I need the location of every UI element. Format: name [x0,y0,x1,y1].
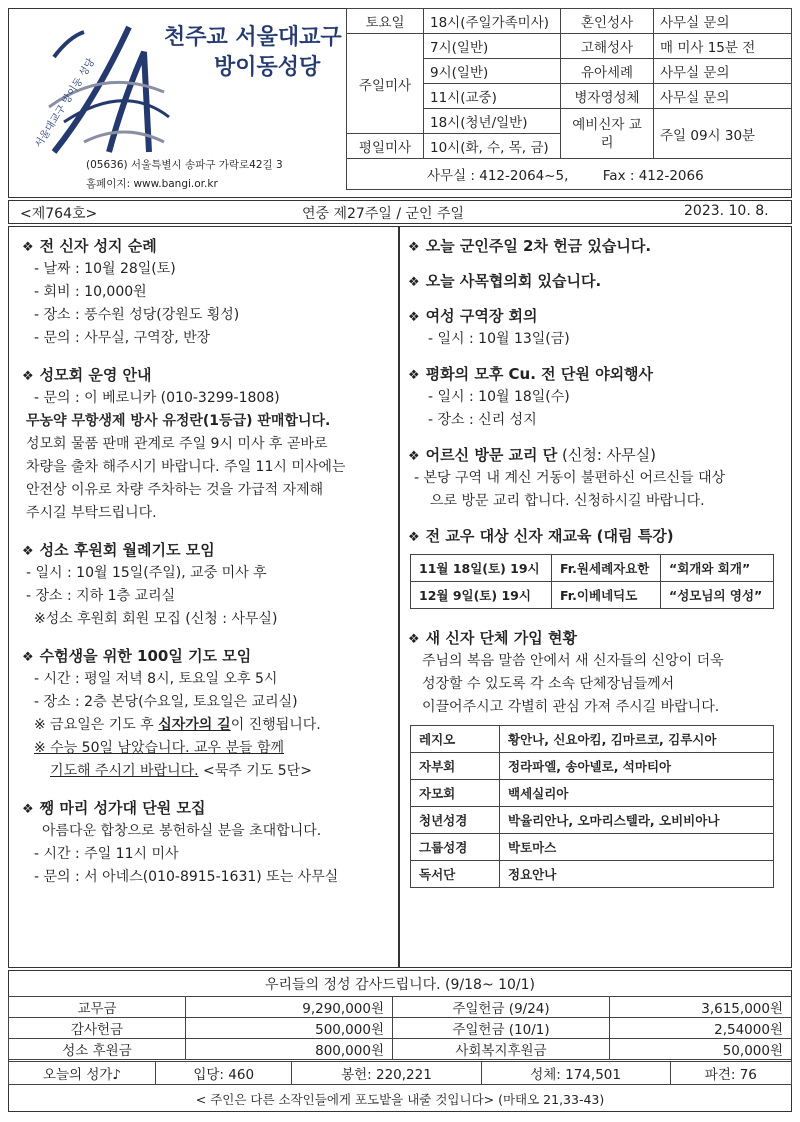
schedule-mass: 9시(일반) [424,59,561,84]
schedule-table [346,8,792,190]
group-name: 자부회 [411,753,500,780]
hymn-label: 오늘의 성가♪ [9,1062,156,1085]
lecture-lecturer: Fr.원세례자요한 [552,555,661,582]
diamond-bullet-icon: ❖ [22,240,34,255]
list-item: - 장소 : 2층 본당(수요일, 토요일은 교리실) [34,694,298,710]
schedule-service: 혼인성사 [561,9,654,34]
groups-table [410,725,774,888]
issue-number: <제764호> [20,206,98,222]
diamond-bullet-icon: ❖ [22,369,34,384]
section-elder-visit: ❖ 어르신 방문 교리 단 (신청: 사무실) [408,446,656,464]
schedule-label: 토요일 [347,9,424,34]
lecture-date: 12월 9일(토) 19시 [411,582,552,609]
finance-value: 50,000원 [610,1039,792,1060]
table-row [411,834,774,861]
diamond-bullet-icon: ❖ [408,275,420,290]
schedule-service: 고해성사 [561,34,654,59]
finance-label: 성소 후원금 [9,1039,186,1060]
hymn-communion: 성체: 174,501 [481,1062,670,1085]
note-line: ※ 금요일은 기도 후 십자가의 길이 진행됩니다. [34,717,321,733]
issue-week: 연중 제27주일 / 군인 주일 [302,206,465,222]
body-line: 성장할 수 있도록 각 소속 단체장님들께서 [422,676,675,692]
schedule-mass: 18시(청년/일반) [424,109,561,134]
issue-date: 2023. 10. 8. [684,203,769,219]
group-name: 청년성경 [411,807,500,834]
finance-label: 교무금 [9,997,186,1018]
hymn-offertory: 봉헌: 220,221 [292,1062,481,1085]
schedule-mass: 18시(주일가족미사) [424,9,561,34]
schedule-mass: 11시(교중) [424,84,561,109]
group-members: 박토마스 [500,834,774,861]
schedule-row [347,159,792,190]
stations-of-cross: 십자가의 길 [158,717,231,733]
column-divider [398,226,400,968]
office-phone: 사무실 : 412-2064~5, Fax : 412-2066 [347,159,792,190]
section-pastoral-council: ❖ 오늘 사목협의회 있습니다. [408,272,602,290]
table-row [411,861,774,888]
lecture-lecturer: Fr.이베네딕도 [552,582,661,609]
diamond-bullet-icon: ❖ [408,368,420,383]
finance-label: 주일헌금 (10/1) [393,1018,610,1039]
note-line: ※ 수능 50일 남았습니다. 교우 분들 함께 [34,740,285,756]
group-members: 박율리안나, 오마리스텔라, 오비비아나 [500,807,774,834]
body-line: 아름다운 합창으로 봉헌하실 분을 초대합니다. [42,823,322,839]
group-name: 독서단 [411,861,500,888]
list-item: - 문의 : 서 아네스(010-8915-1631) 또는 사무실 [34,869,339,885]
list-item: - 회비 : 10,000원 [34,284,147,300]
body-line: 으로 방문 교리 합니다. 신청하시길 바랍니다. [430,493,705,509]
diamond-bullet-icon: ❖ [22,650,34,665]
body-line: 성모회 물품 판매 관계로 주일 9시 미사 후 곧바로 [26,436,328,452]
section-legion-outing: ❖ 평화의 모후 Cu. 전 단원 야외행사 [408,365,654,383]
note-line: 기도해 주시기 바랍니다. <묵주 기도 5단> [50,763,312,779]
lecture-topic: “회개와 회개” [661,555,774,582]
hymn-entrance: 입당: 460 [156,1062,292,1085]
section-exam-prayer: ❖ 수험생을 위한 100일 기도 모임 [22,647,252,665]
schedule-label: 주일미사 [347,34,424,134]
list-item: - 장소 : 신리 성지 [428,412,537,428]
diamond-bullet-icon: ❖ [408,240,420,255]
schedule-info: 사무실 문의 [654,59,792,84]
schedule-service: 유아세례 [561,59,654,84]
list-item: - 시간 : 주일 11시 미사 [34,846,179,862]
schedule-label: 평일미사 [347,134,424,159]
diamond-bullet-icon: ❖ [22,544,34,559]
church-logo [14,12,344,162]
list-item: - 일시 : 10월 13일(금) [428,331,570,347]
schedule-info: 사무실 문의 [654,9,792,34]
diamond-bullet-icon: ❖ [408,632,420,647]
table-row [411,555,774,582]
diamond-bullet-icon: ❖ [22,802,34,817]
diamond-bullet-icon: ❖ [408,530,420,545]
lecture-topic: “성모님의 영성” [661,582,774,609]
diamond-bullet-icon: ❖ [408,449,420,464]
diamond-bullet-icon: ❖ [408,310,420,325]
egg-sale-notice: 무농약 무항생제 방사 유정란(1등급) 판매합니다. [26,413,331,429]
list-item: - 일시 : 10월 18일(수) [428,389,570,405]
table-row [411,726,774,753]
lecture-table [410,554,774,609]
schedule-mass: 10시(화, 수, 목, 금) [424,134,561,159]
hymn-table [8,1061,792,1085]
section-advent-lecture: ❖ 전 교우 대상 신자 재교육 (대림 특강) [408,527,674,545]
schedule-row [347,34,792,59]
finance-value: 3,615,000원 [610,997,792,1018]
section-pilgrimage: ❖ 전 신자 성지 순례 [22,237,157,255]
left-column [22,235,394,889]
body-line: 주님의 복음 말씀 안에서 새 신자들의 신앙이 더욱 [422,653,724,669]
logo-title-2: 방이동성당 [214,55,321,80]
contact-line: - 문의 : 이 베로니카 (010-3299-1808) [34,390,280,406]
table-row [411,780,774,807]
section-mothers-club: ❖ 성모회 운영 안내 [22,366,152,384]
right-column [408,235,786,888]
group-members: 백세실리아 [500,780,774,807]
address: (05636) 서울특별시 송파구 가락로42길 3 [86,159,283,171]
section-choir: ❖ 쨍 마리 성가대 단원 모집 [22,799,206,817]
gospel-quote: < 주인은 다른 소작인들에게 포도밭을 내줄 것입니다> (마태오 21,33-43) [195,1092,605,1107]
group-members: 정라파엘, 송아넬로, 석마티아 [500,753,774,780]
finance-title: 우리들의 정성 감사드립니다. (9/18~ 10/1) [264,977,536,993]
table-row [411,753,774,780]
finance-table [8,996,792,1060]
hymn-recessional: 파견: 76 [670,1062,791,1085]
section-women-leaders: ❖ 여성 구역장 회의 [408,307,538,325]
body-line: - 본당 구역 내 계신 거동이 불편하신 어르신들 대상 [414,470,726,486]
finance-label: 사회복지후원금 [393,1039,610,1060]
group-name: 레지오 [411,726,500,753]
body-line: 주시길 부탁드립니다. [26,505,157,521]
group-name: 자모회 [411,780,500,807]
schedule-info: 매 미사 15분 전 [654,34,792,59]
section-second-collection: ❖ 오늘 군인주일 2차 헌금 있습니다. [408,237,652,255]
schedule-info: 사무실 문의 [654,84,792,109]
table-row [9,1062,792,1085]
body-line: 안전상 이유로 차량 주차하는 것을 가급적 자제해 [26,482,324,498]
body-line: 차량을 출차 해주시기 바랍니다. 주일 11시 미사에는 [26,459,346,475]
lecture-date: 11월 18일(토) 19시 [411,555,552,582]
logo-title-1: 천주교 서울대교구 [164,25,342,50]
body-line: 이끌어주시고 각별히 관심 가져 주시길 바랍니다. [422,699,720,715]
schedule-service: 병자영성체 [561,84,654,109]
list-item: - 시간 : 평일 저녁 8시, 토요일 오후 5시 [34,671,278,687]
section-new-members: ❖ 새 신자 단체 가입 현황 [408,629,577,647]
section-vocation-prayer: ❖ 성소 후원회 월례기도 모임 [22,541,215,559]
homepage: 홈페이지: www.bangi.or.kr [86,178,218,190]
group-name: 그룹성경 [411,834,500,861]
schedule-row [347,9,792,34]
logo-arc-text: 서울대교구 방이동 성당 [33,56,98,150]
schedule-service: 예비신자 교리 [561,109,654,159]
finance-value: 800,000원 [186,1039,393,1060]
finance-value: 2,54000원 [610,1018,792,1039]
table-row [411,582,774,609]
group-members: 정요안나 [500,861,774,888]
finance-value: 9,290,000원 [186,997,393,1018]
table-row [9,997,792,1018]
list-item: - 문의 : 사무실, 구역장, 반장 [34,330,211,346]
table-row [9,1039,792,1060]
group-members: 황안나, 신요아킴, 김마르코, 김루시아 [500,726,774,753]
list-item: ※성소 후원회 회원 모집 (신청 : 사무실) [34,611,278,627]
schedule-mass: 7시(일반) [424,34,561,59]
finance-label: 감사헌금 [9,1018,186,1039]
finance-label: 주일헌금 (9/24) [393,997,610,1018]
list-item: - 날짜 : 10월 28일(토) [34,261,176,277]
list-item: - 장소 : 풍수원 성당(강원도 횡성) [34,307,240,323]
list-item: - 일시 : 10월 15일(주일), 교중 미사 후 [26,565,267,581]
finance-value: 500,000원 [186,1018,393,1039]
schedule-info: 주일 09시 30분 [654,109,792,159]
list-item: - 장소 : 지하 1층 교리실 [26,588,176,604]
table-row [9,1018,792,1039]
table-row [411,807,774,834]
